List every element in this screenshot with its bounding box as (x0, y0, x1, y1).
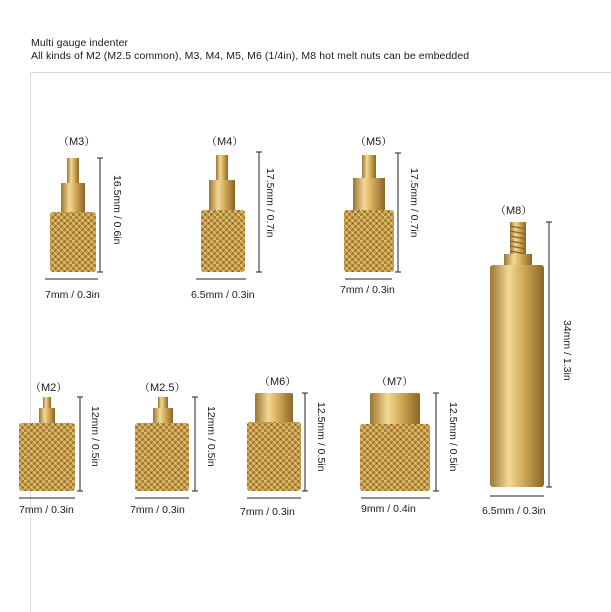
height-dimension: 12mm / 0.5in (89, 406, 101, 467)
width-dimension: 6.5mm / 0.3in (191, 289, 255, 301)
height-dimension: 12mm / 0.5in (205, 406, 217, 467)
height-dimension: 17.5mm / 0.7in (264, 168, 276, 238)
width-dimension: 9mm / 0.4in (361, 503, 416, 515)
item-label: （M7） (376, 376, 414, 388)
width-dimension: 7mm / 0.3in (19, 504, 74, 516)
item-label: （M4） (206, 136, 244, 148)
height-dimension: 12.5mm / 0.5in (315, 402, 327, 472)
height-dimension: 17.5mm / 0.7in (408, 168, 420, 238)
item-label: （M2） (30, 382, 68, 394)
item-label: （M5） (355, 136, 393, 148)
item-label: （M3） (58, 136, 96, 148)
height-dimension: 34mm / 1.3in (561, 320, 573, 381)
width-dimension: 7mm / 0.3in (130, 504, 185, 516)
header-subtitle: All kinds of M2 (M2.5 common), M3, M4, M5, M6 (1/4in), M8 hot melt nuts can be embedded (31, 50, 470, 62)
height-dimension: 16.5mm / 0.6in (111, 175, 123, 245)
width-dimension: 7mm / 0.3in (240, 506, 295, 518)
width-dimension: 7mm / 0.3in (340, 284, 395, 296)
item-label: （M8） (495, 205, 533, 217)
item-label: （M6） (259, 376, 297, 388)
item-label: （M2.5） (139, 382, 186, 394)
header-title: Multi gauge indenter (31, 37, 129, 49)
height-dimension: 12.5mm / 0.5in (447, 402, 459, 472)
width-dimension: 6.5mm / 0.3in (482, 505, 546, 517)
width-dimension: 7mm / 0.3in (45, 289, 100, 301)
